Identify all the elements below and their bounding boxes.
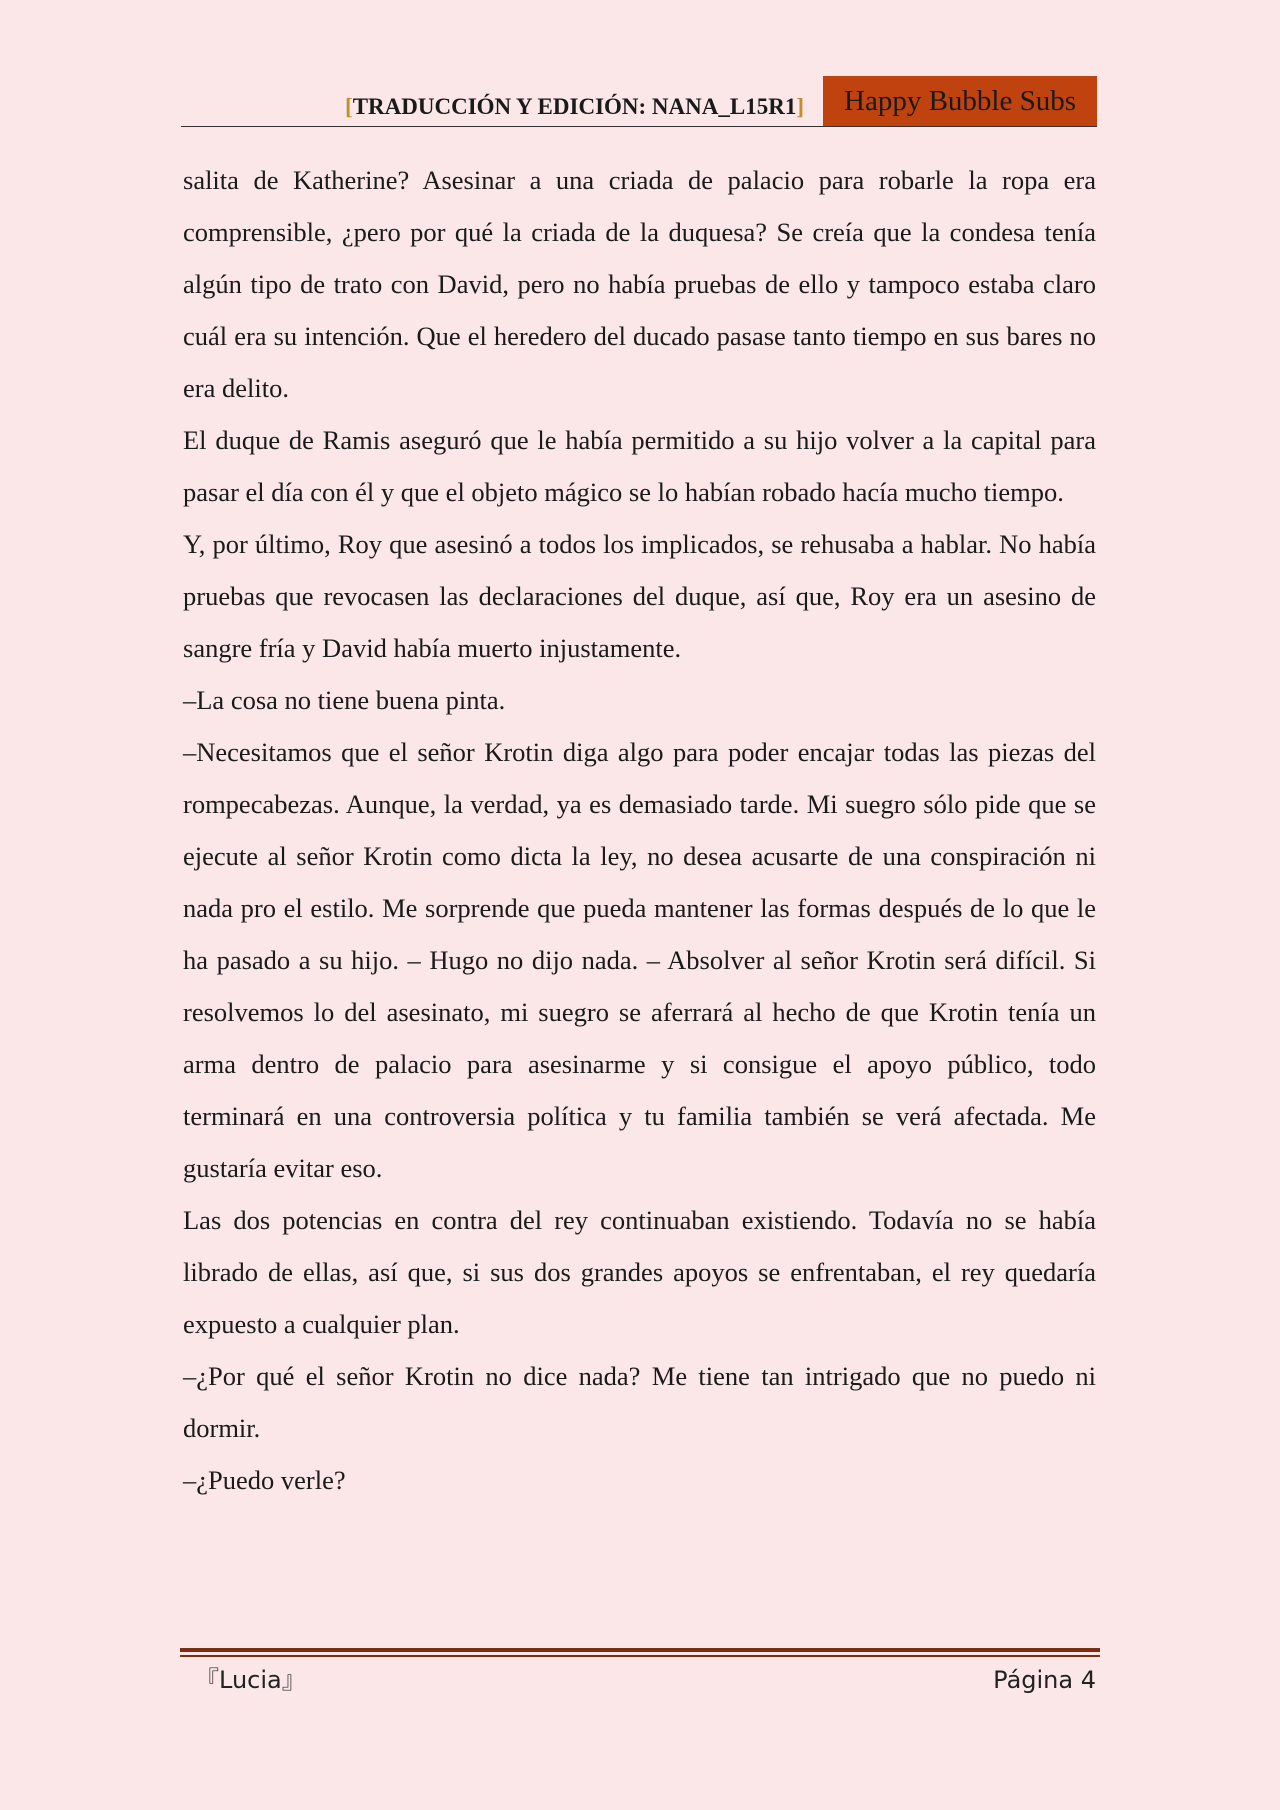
paragraph: salita de Katherine? Asesinar a una criada de palacio para robarle la ropa era comprensible, ¿pero por qué la criada de la duquesa? Se creía que la condesa tenía algún tipo de trato con David, pero no había pruebas de ello y tampoco estaba claro cuál era su intención. Que el heredero del ducado pasase tanto tiempo en sus bares no era delito. [183, 165, 1096, 403]
paragraph: Y, por último, Roy que asesinó a todos los implicados, se rehusaba a hablar. No había pruebas que revocasen las declaraciones del duque, así que, Roy era un asesino de sangre fría y David había muerto injustamente. [183, 529, 1096, 663]
paragraph: –¿Puedo verle? [183, 1465, 346, 1495]
page-number: Página 4 [993, 1666, 1096, 1694]
open-bracket: [ [345, 94, 353, 119]
paragraph: Las dos potencias en contra del rey continuaban existiendo. Todavía no se había librado de ellas, así que, si sus dos grandes apoyos se enfrentaban, el rey quedaría expuesto a cualquier plan. [183, 1205, 1096, 1339]
group-name-box: Happy Bubble Subs [823, 76, 1097, 126]
paragraph: –Necesitamos que el señor Krotin diga algo para poder encajar todas las piezas del rompecabezas. Aunque, la verdad, ya es demasiado tarde. Mi suegro sólo pide que se ejecute al señor Krotin como dicta la ley, no desea acusarte de una conspiración ni nada pro el estilo. Me sorprende que pueda mantener las formas después de lo que le ha pasado a su hijo. – Hugo no dijo nada. – Absolver al señor Krotin será difícil. Si resolvemos lo del asesinato, mi suegro se aferrará al hecho de que Krotin tenía un arma dentro de palacio para asesinarme y si consigue el apoyo público, todo terminará en una controversia política y tu familia también se verá afectada. Me gustaría evitar eso. [183, 737, 1096, 1183]
book-title: 『Lucia』 [195, 1666, 306, 1694]
page-header [181, 76, 1097, 127]
page-body [183, 154, 1096, 1506]
paragraph: –¿Por qué el señor Krotin no dice nada? Me tiene tan intrigado que no puedo ni dormir. [183, 1361, 1096, 1443]
credit-text: TRADUCCIÓN Y EDICIÓN: NANA_L15R1 [352, 94, 797, 119]
translation-credit [345, 94, 804, 120]
close-bracket: ] [796, 94, 804, 119]
footer-divider [180, 1648, 1100, 1658]
paragraph: –La cosa no tiene buena pinta. [183, 685, 506, 715]
paragraph: El duque de Ramis aseguró que le había permitido a su hijo volver a la capital para pasar el día con él y que el objeto mágico se lo habían robado hacía mucho tiempo. [183, 425, 1096, 507]
